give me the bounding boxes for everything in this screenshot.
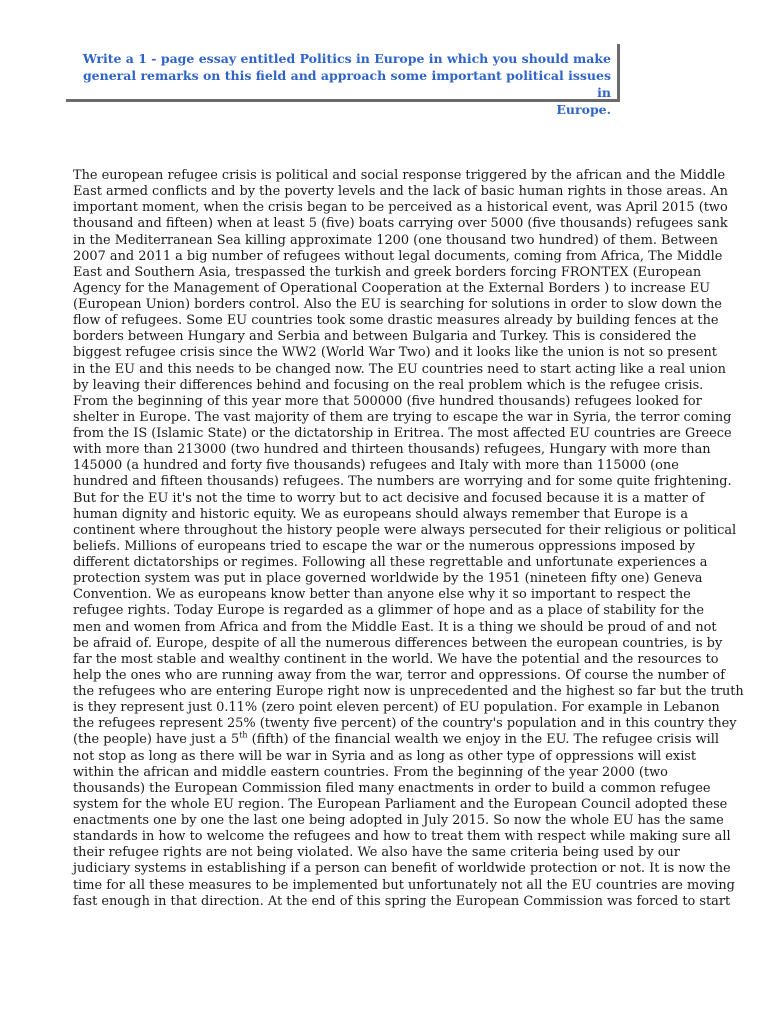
essay-line: protection system was put in place governed worldwide by the 1951 (nineteen fifty one) Geneva: [73, 571, 703, 587]
essay-line: be afraid of. Europe, despite of all the numerous differences between the european countries, is by: [73, 635, 723, 651]
essay-line: by leaving their differences behind and focusing on the real problem which is the refugee crisis.: [73, 377, 704, 393]
prompt-line: general remarks on this field and approach some important political issues in: [82, 68, 611, 100]
essay-line: continent where throughout the history people were always persecuted for their religious or political: [73, 522, 737, 538]
essay-line: beliefs. Millions of europeans tried to escape the war or the numerous oppressions imposed by: [73, 538, 695, 554]
essay-prompt-box: [66, 44, 620, 117]
essay-line: 145000 (a hundred and forty five thousands) refugees and Italy with more than 115000 (one: [73, 458, 679, 474]
essay-line: important moment, when the crisis began to be perceived as a historical event, was April 2015 (two: [73, 200, 728, 216]
essay-line: flow of refugees. Some EU countries took some drastic measures already by building fences at the: [73, 313, 719, 329]
essay-line: East armed conflicts and by the poverty levels and the lack of basic human rights in those areas. An: [73, 184, 728, 200]
essay-line: shelter in Europe. The vast majority of them are trying to escape the war in Syria, the terror coming: [73, 409, 732, 425]
essay-line: is they represent just 0.11% (zero point eleven percent) of EU population. For example in Lebanon: [73, 700, 720, 716]
essay-line: refugee rights. Today Europe is regarded as a glimmer of hope and as a place of stability for the: [73, 603, 704, 619]
essay-line: the refugees represent 25% (twenty five percent) of the country's population and in this country they: [73, 716, 737, 732]
essay-line: From the beginning of this year more that 500000 (five hundred thousands) refugees looked for: [73, 393, 702, 409]
essay-line: different dictatorships or regimes. Following all these regrettable and unfortunate experiences a: [73, 555, 708, 570]
essay-line: East and Southern Asia, trespassed the turkish and greek borders forcing FRONTEX (European: [73, 264, 702, 280]
essay-line: hundred and fifteen thousands) refugees. The numbers are worrying and for some quite frightening.: [73, 474, 732, 490]
essay-line: fast enough in that direction. At the end of this spring the European Commission was forced to start: [73, 893, 731, 909]
essay-prompt: [66, 50, 611, 118]
ordinal-superscript: th: [239, 731, 248, 741]
essay-line: enactments one by one the last one being adopted in July 2015. So now the whole EU has the same: [73, 813, 724, 828]
essay-line: in the EU and this needs to be changed now. The EU countries need to start acting like a real union: [73, 361, 726, 377]
essay-line: thousand and fifteen) when at least 5 (five) boats carrying over 5000 (five thousands) refugees sank: [73, 216, 728, 232]
essay-line: The european refugee crisis is political and social response triggered by the african and the Middle: [73, 168, 726, 183]
essay-line: help the ones who are running away from the war, terror and oppressions. Of course the number of: [73, 667, 725, 683]
essay-line-start: (the people) have just a 5: [73, 732, 240, 748]
essay-line: far the most stable and wealthy continent in the world. We have the potential and the resources to: [73, 651, 719, 667]
essay-line: (European Union) borders control. Also the EU is searching for solutions in order to slow down the: [73, 297, 722, 312]
essay-line: judiciary systems in establishing if a person can benefit of worldwide protection or not. It is now the: [73, 861, 731, 877]
essay-line: time for all these measures to be implemented but unfortunately not all the EU countries are moving: [73, 877, 735, 893]
essay-line: But for the EU it's not the time to worry but to act decisive and focused because it is a matter of: [73, 490, 705, 506]
essay-line: system for the whole EU region. The European Parliament and the European Council adopted these: [73, 796, 728, 812]
essay-line-end: (fifth) of the financial wealth we enjoy in the EU. The refugee crisis will: [247, 732, 719, 748]
essay-line: thousands) the European Commission filed many enactments in order to build a common refugee: [73, 780, 711, 796]
essay-line: human dignity and historic equity. We as europeans should always remember that Europe is a: [73, 506, 689, 522]
essay-line: biggest refugee crisis since the WW2 (World War Two) and it looks like the union is not so present: [73, 345, 717, 361]
essay-line: in the Mediterranean Sea killing approximate 1200 (one thousand two hundred) of them. Between: [73, 232, 718, 248]
prompt-line: Write a 1 - page essay entitled Politics in Europe in which you should make: [82, 51, 611, 66]
essay-line: borders between Hungary and Serbia and between Bulgaria and Turkey. This is considered the: [73, 329, 697, 345]
essay-line: their refugee rights are not being violated. We also have the same criteria being used by our: [73, 845, 680, 861]
essay-line: the refugees who are entering Europe right now is unprecedented and the highest so far but the truth: [73, 684, 744, 699]
essay-line: from the IS (Islamic State) or the dictatorship in Eritrea. The most affected EU countries are Greece: [73, 426, 732, 441]
essay-line: with more than 213000 (two hundred and thirteen thousands) refugees, Hungary with more than: [73, 442, 711, 458]
essay-line: not stop as long as there will be war in Syria and as long as other type of oppressions will exist: [73, 748, 697, 764]
prompt-line: Europe.: [556, 102, 611, 117]
essay-body: [73, 168, 744, 910]
essay-line: Convention. We as europeans know better than anyone else why it so important to respect the: [73, 587, 691, 603]
essay-line: 2007 and 2011 a big number of refugees without legal documents, coming from Africa, The Middle: [73, 248, 723, 264]
essay-line: within the african and middle eastern countries. From the beginning of the year 2000 (two: [73, 764, 668, 780]
essay-line: Agency for the Management of Operational Cooperation at the External Borders ) to increase EU: [73, 280, 711, 296]
essay-line: standards in how to welcome the refugees and how to treat them with respect while making sure all: [73, 829, 731, 845]
essay-line: men and women from Africa and from the Middle East. It is a thing we should be proud of and not: [73, 619, 717, 635]
essay-line: [73, 731, 719, 748]
